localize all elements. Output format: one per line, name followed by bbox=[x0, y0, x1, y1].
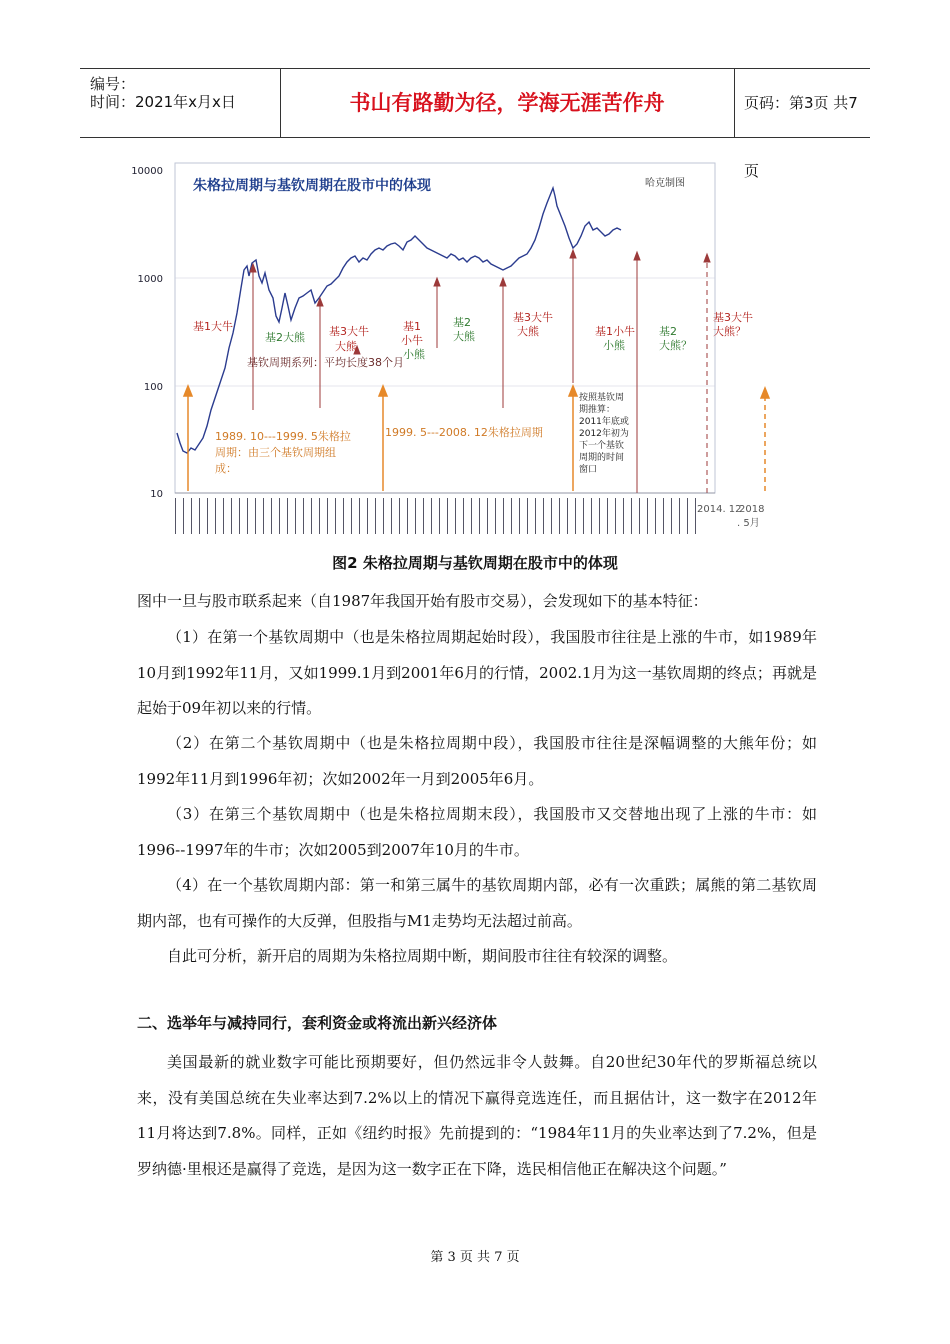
annotation-a4-3: 小熊 bbox=[403, 348, 425, 361]
paragraph-intro: 图中一旦与股市联系起来（自1987年我国开始有股市交易），会发现如下的基本特征： bbox=[137, 592, 708, 610]
y-tick-10000: 10000 bbox=[131, 166, 163, 177]
paragraph-feature-2: （2）在第二个基钦周期中（也是朱格拉周期中段），我国股市往往是深幅调整的大熊年份；如1992年11月到1996年初；次如2002年一月到2005年6月。 bbox=[137, 734, 817, 788]
x-axis-date-labels bbox=[175, 498, 696, 534]
forecast-line4: 2012年初为 bbox=[579, 429, 629, 439]
header-meta-cell bbox=[80, 69, 281, 137]
annotation-a6-2: 大熊 bbox=[517, 325, 539, 338]
annotation-a1: 基1大牛 bbox=[193, 320, 233, 333]
end-label-2: 2018 bbox=[739, 504, 765, 515]
chart-author: 哈克制图 bbox=[645, 178, 685, 189]
annotation-a6-1: 基3大牛 bbox=[513, 311, 553, 324]
annotation-a8-1: 基2 bbox=[659, 325, 677, 338]
annotation-a4-2: 小牛 bbox=[401, 334, 423, 347]
forecast-line3: 2011年底或 bbox=[579, 417, 629, 427]
section-heading: 二、选举年与减持同行，套利资金或将流出新兴经济体 bbox=[137, 1014, 498, 1032]
annotation-a7-2: 小熊 bbox=[603, 339, 625, 352]
annotation-a9-2: 大熊？ bbox=[713, 325, 746, 338]
end-label-1: 2014. 12 bbox=[697, 504, 742, 515]
paragraph-feature-4: （4）在一个基钦周期内部：第一和第三属牛的基钦周期内部，必有一次重跌；属熊的第二基钦周期内部，也有可操作的大反弹，但股指与M1走势均无法超过前高。 bbox=[137, 876, 817, 930]
paragraph-feature-3: （3）在第三个基钦周期中（也是朱格拉周期末段），我国股市又交替地出现了上涨的牛市：如1996--1997年的牛市；次如2005到2007年10月的牛市。 bbox=[137, 805, 817, 859]
forecast-line1: 按照基钦周 bbox=[579, 393, 625, 403]
header-motto: 书山有路勤为径，学海无涯苦作舟 bbox=[280, 69, 735, 137]
page-footer: 第 3 页 共 7 页 bbox=[430, 1250, 520, 1265]
period2-label: 1999. 5---2008. 12朱格拉周期 bbox=[385, 426, 543, 439]
paragraph-feature-1: （1）在第一个基钦周期中（也是朱格拉周期起始时段），我国股市往往是上涨的牛市，如1989年10月到1992年11月，又如1999.1月到2001年6月的行情，2002.1月为这一基钦周期的终点；再就是起始于09年初以来的行情。 bbox=[137, 628, 817, 717]
forecast-line5: 下一个基钦 bbox=[579, 441, 625, 451]
forecast-line7: 窗口 bbox=[579, 465, 598, 475]
annotation-a2: 基2大熊 bbox=[265, 331, 305, 344]
annotation-a9-1: 基3大牛 bbox=[713, 311, 753, 324]
document-time-label: 时间：2021年x月x日 bbox=[90, 93, 236, 111]
annotation-a3-2: 大熊 bbox=[335, 340, 357, 353]
header-page-label: 页码：第3页 共7页 bbox=[744, 94, 858, 180]
annotation-a3-1: 基3大牛 bbox=[329, 325, 369, 338]
chart-title: 朱格拉周期与基钦周期在股市中的体现 bbox=[193, 178, 431, 194]
document-number-label: 编号： bbox=[90, 75, 136, 93]
chart-image bbox=[125, 158, 775, 538]
period1-line2: 周期：由三个基钦周期组 bbox=[215, 446, 336, 459]
annotation-a5-2: 大熊 bbox=[453, 330, 475, 343]
y-tick-100: 100 bbox=[143, 382, 163, 393]
forecast-line2: 期推算： bbox=[579, 405, 616, 415]
paragraph-conclusion: 自此可分析，新开启的周期为朱格拉周期中断，期间股市往往有较深的调整。 bbox=[167, 947, 678, 965]
annotation-a8-2: 大熊？ bbox=[659, 339, 692, 352]
paragraph-election: 美国最新的就业数字可能比预期要好，但仍然远非令人鼓舞。自20世纪30年代的罗斯福总统以来，没有美国总统在失业率达到7.2%以上的情况下赢得竞选连任，而且据估计，这一数字在2012年11月将达到7.8%。同样，正如《纽约时报》先前提到的：“1984年11月的失业率达到了7.2%，但是罗纳德·里根还是赢得了竞选，是因为这一数字正在下降，选民相信他正在解决这个问题。” bbox=[137, 1053, 817, 1178]
forecast-line6: 周期的时间 bbox=[579, 453, 625, 463]
chart-figure bbox=[125, 158, 775, 538]
annotation-a7-1: 基1小牛 bbox=[595, 325, 635, 338]
end-label-3: . 5月 bbox=[737, 518, 760, 529]
period1-line1: 1989. 10---1999. 5朱格拉 bbox=[215, 430, 351, 443]
period1-line3: 成： bbox=[215, 462, 237, 475]
figure-caption: 图2 朱格拉周期与基钦周期在股市中的体现 bbox=[332, 554, 618, 572]
y-tick-1000: 1000 bbox=[137, 274, 163, 285]
series-note: 基钦周期系列：平均长度38个月 bbox=[247, 356, 404, 369]
y-tick-10: 10 bbox=[150, 489, 163, 500]
annotation-a5-1: 基2 bbox=[453, 316, 471, 329]
annotation-a4-1: 基1 bbox=[403, 320, 421, 333]
